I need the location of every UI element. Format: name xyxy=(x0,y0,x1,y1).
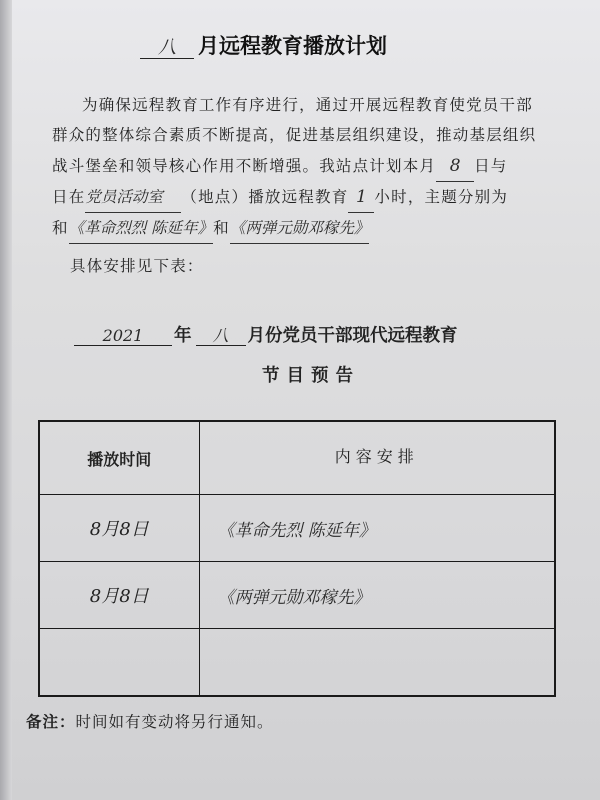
row-content xyxy=(199,629,555,697)
binding-edge xyxy=(0,0,12,800)
note xyxy=(26,710,274,732)
note-text: 时间如有变动将另行通知。 xyxy=(75,713,274,731)
paragraph-line-3-after: 日与 xyxy=(474,157,508,175)
paragraph-line-4-after: 小时，主题分别为 xyxy=(374,188,509,206)
table-row xyxy=(39,562,555,629)
topic-2-fill: 《两弹元勋邓稼先》 xyxy=(230,213,370,244)
paragraph-line-5-conj: 和 xyxy=(213,219,230,237)
title-text: 月远程教育播放计划 xyxy=(198,34,387,58)
table-row xyxy=(39,629,555,697)
table-row xyxy=(39,495,555,562)
header-content: 内容安排 xyxy=(199,421,555,495)
schedule-subtitle: 节目预告 xyxy=(262,366,360,386)
row-time: 8月8日 xyxy=(39,495,199,562)
paragraph-line-4 xyxy=(52,182,572,213)
schedule-table xyxy=(38,420,556,697)
year-label: 年 xyxy=(174,326,192,346)
paragraph-line-6: 具体安排见下表： xyxy=(70,257,204,275)
place-suffix: （地点）播放远程教育 xyxy=(181,188,349,206)
table-header-row xyxy=(39,421,555,495)
paragraph-line-4-before: 日在 xyxy=(52,188,86,206)
year-fill: 2021 xyxy=(74,327,172,346)
page-title xyxy=(140,30,387,62)
note-label: 备注： xyxy=(26,713,76,731)
place-fill: 党员活动室 xyxy=(85,182,181,213)
header-play-time: 播放时间 xyxy=(39,421,199,495)
title-month-fill: 八 xyxy=(140,38,194,59)
day-fill: 8 xyxy=(436,151,474,182)
schedule-title xyxy=(74,322,458,347)
paragraph-line-5-before: 和 xyxy=(52,219,69,237)
topic-1-fill: 《革命烈烈 陈延年》 xyxy=(69,213,213,244)
row-time: 8月8日 xyxy=(39,562,199,629)
paragraph-line-2: 群众的整体综合素质不断提高，促进基层组织建设，推动基层组织 xyxy=(52,126,537,144)
hours-fill: 1 xyxy=(348,182,374,213)
paragraph-line-3-text: 战斗堡垒和领导核心作用不断增强。我站点计划本月 xyxy=(52,157,437,175)
row-time xyxy=(39,629,199,697)
paragraph-line-1: 为确保远程教育工作有序进行，通过开展远程教育使党员干部 xyxy=(82,96,533,114)
row-content: 《革命先烈 陈延年》 xyxy=(199,495,555,562)
row-content: 《两弹元勋邓稼先》 xyxy=(199,562,555,629)
paragraph-line-5 xyxy=(52,213,572,244)
schedule-title-text: 月份党员干部现代远程教育 xyxy=(247,326,458,346)
paragraph-line-3 xyxy=(52,151,572,182)
subtitle-month-fill: 八 xyxy=(196,327,246,346)
